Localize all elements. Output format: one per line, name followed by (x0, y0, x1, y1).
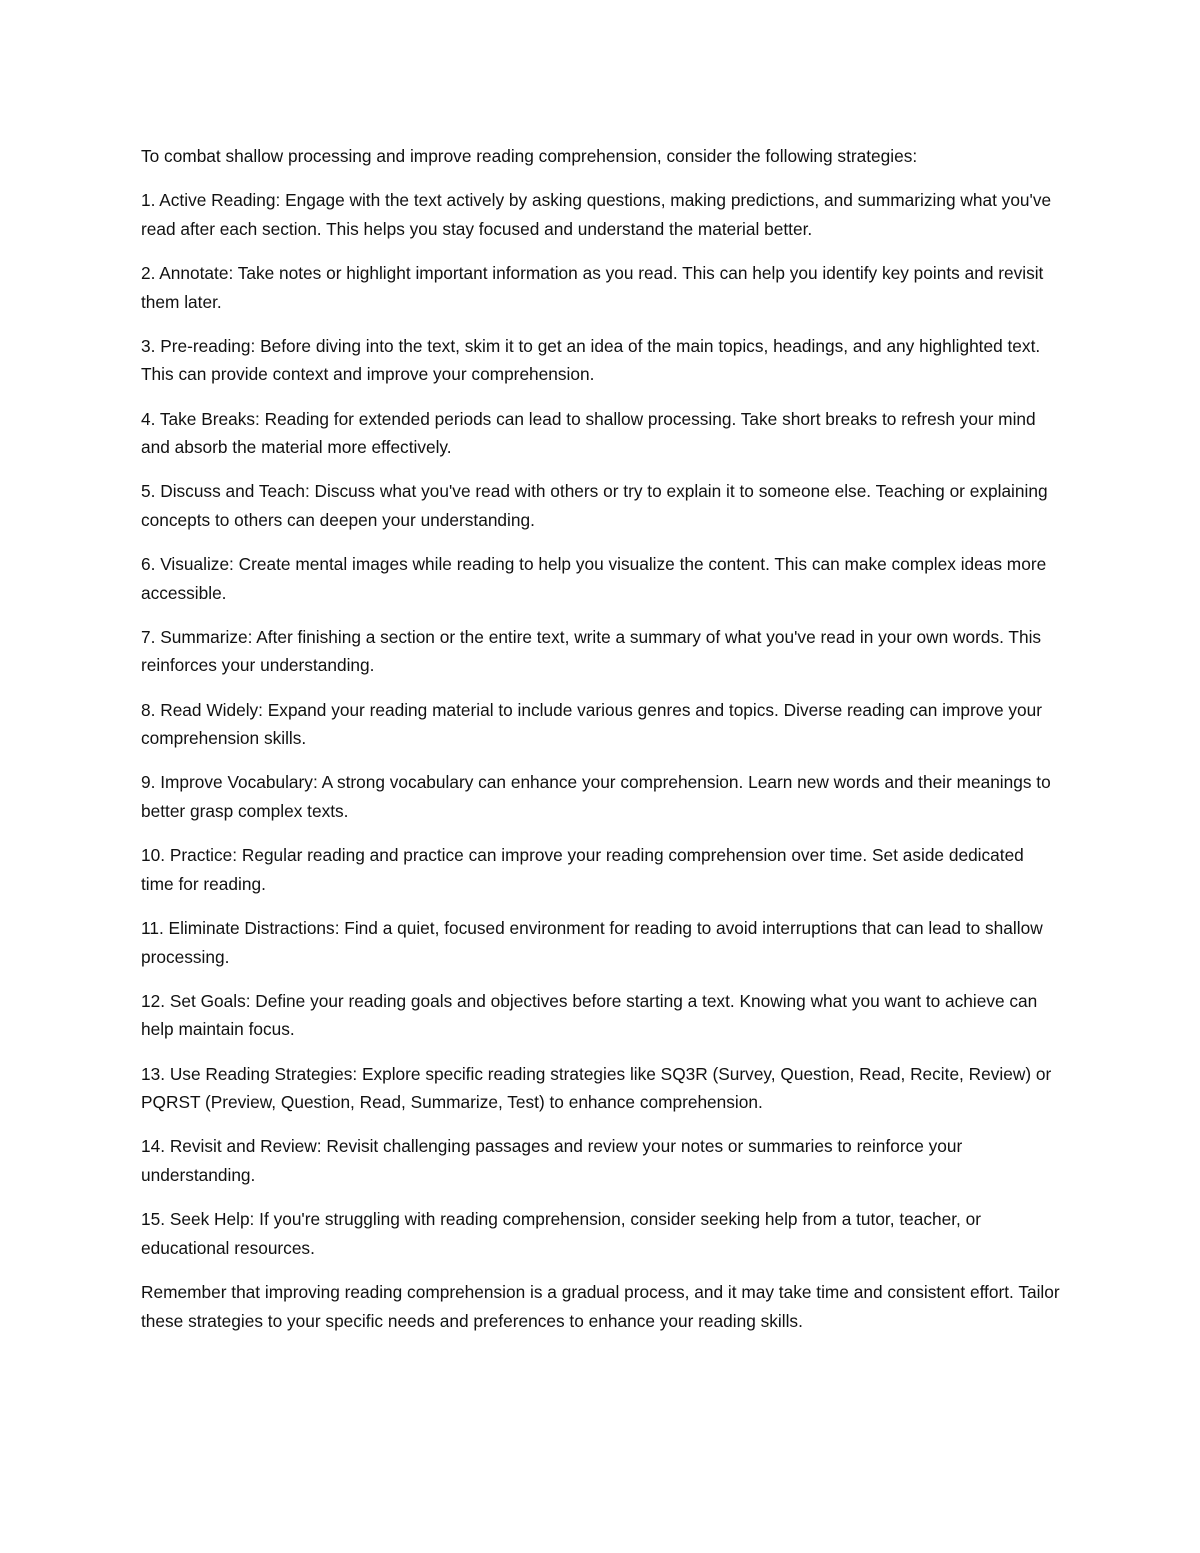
strategy-item-8: 8. Read Widely: Expand your reading material to include various genres and topics. Diverse reading can improve your comprehension skills. (141, 699, 1043, 749)
strategy-item-6: 6. Visualize: Create mental images while reading to help you visualize the content. This can make complex ideas more accessible. (141, 554, 1047, 603)
strategy-item-3: 3. Pre-reading: Before diving into the text, skim it to get an idea of the main topics, headings, and any highlighted text. This can provide context and improve your comprehension. (141, 335, 1041, 385)
strategy-item-14: 14. Revisit and Review: Revisit challenging passages and review your notes or summaries to reinforce your understanding. (141, 1136, 963, 1185)
strategy-item-7: 7. Summarize: After finishing a section or the entire text, write a summary of what you've read in your own words. This reinforces your understanding. (141, 626, 1042, 676)
strategy-item-15: 15. Seek Help: If you're struggling with reading comprehension, consider seeking help from a tutor, teacher, or educational resources. (141, 1209, 981, 1258)
strategy-item-1: 1. Active Reading: Engage with the text actively by asking questions, making predictions, and summarizing what you've read after each section. This helps you stay focused and understand the material better. (141, 190, 1052, 239)
strategy-item-5: 5. Discuss and Teach: Discuss what you've read with others or try to explain it to someone else. Teaching or explaining concepts to others can deepen your understanding. (141, 481, 1048, 530)
strategy-item-10: 10. Practice: Regular reading and practice can improve your reading comprehension over time. Set aside dedicated time for reading. (141, 845, 1024, 894)
strategy-item-11: 11. Eliminate Distractions: Find a quiet, focused environment for reading to avoid interruptions that can lead to shallow processing. (141, 918, 1043, 967)
strategy-item-4: 4. Take Breaks: Reading for extended periods can lead to shallow processing. Take short breaks to refresh your mind and absorb the material more effectively. (141, 408, 1036, 458)
strategy-item-13: 13. Use Reading Strategies: Explore specific reading strategies like SQ3R (Survey, Question, Read, Recite, Review) or PQRST (Preview, Question, Read, Summarize, Test) to enhance comprehension. (141, 1063, 1052, 1113)
strategy-item-9: 9. Improve Vocabulary: A strong vocabulary can enhance your comprehension. Learn new words and their meanings to better grasp complex texts. (141, 772, 1051, 822)
strategy-item-12: 12. Set Goals: Define your reading goals and objectives before starting a text. Knowing what you want to achieve can help maintain focus. (141, 990, 1038, 1040)
document-body (141, 142, 1061, 1351)
conclusion-paragraph: Remember that improving reading comprehension is a gradual process, and it may take time and consistent effort. Tailor these strategies to your specific needs and preferences to enhance your reading skills. (141, 1281, 1060, 1331)
strategy-item-2: 2. Annotate: Take notes or highlight important information as you read. This can help you identify key points and revisit them later. (141, 262, 1044, 312)
intro-paragraph: To combat shallow processing and improve reading comprehension, consider the following strategies: (141, 146, 918, 166)
